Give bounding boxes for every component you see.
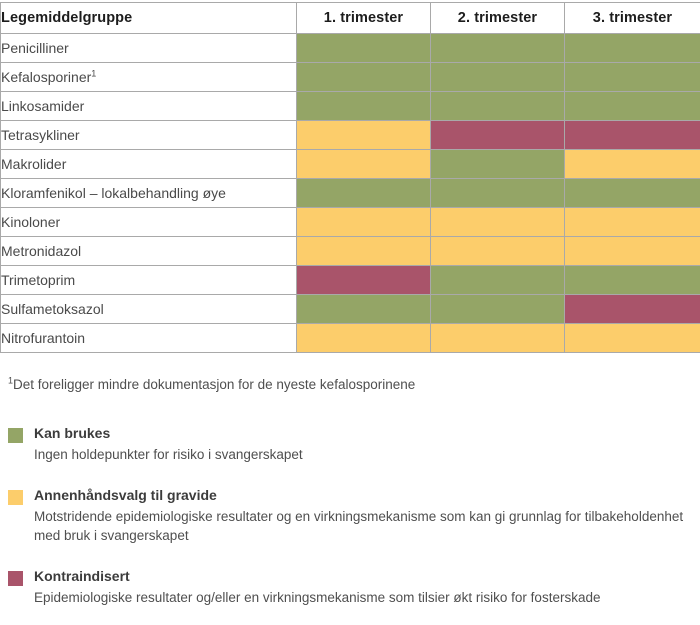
drug-group-label: Metronidazol <box>1 243 81 259</box>
risk-cell-trimester-3 <box>565 34 700 63</box>
table-header <box>1 3 700 34</box>
risk-cell-trimester-3 <box>565 150 700 179</box>
risk-cell-trimester-1 <box>297 295 431 324</box>
drug-group-cell <box>1 150 297 179</box>
table-row <box>1 295 700 324</box>
legend-item-yellow <box>8 486 692 545</box>
drug-group-label: Tetrasykliner <box>1 127 80 143</box>
pregnancy-risk-table <box>0 2 700 353</box>
risk-cell-trimester-2 <box>431 324 565 353</box>
legend-title: Kontraindisert <box>34 567 692 586</box>
table-body <box>1 34 700 353</box>
drug-group-label: Nitrofurantoin <box>1 330 85 346</box>
risk-cell-trimester-3 <box>565 208 700 237</box>
table-row <box>1 324 700 353</box>
drug-group-cell <box>1 295 297 324</box>
drug-group-cell <box>1 121 297 150</box>
drug-group-cell <box>1 63 297 92</box>
risk-cell-trimester-3 <box>565 121 700 150</box>
risk-cell-trimester-3 <box>565 237 700 266</box>
drug-group-label: Makrolider <box>1 156 66 172</box>
table-row <box>1 179 700 208</box>
legend-description: Ingen holdepunkter for risiko i svangerskapet <box>34 445 692 464</box>
pregnancy-risk-table-container <box>0 2 700 353</box>
drug-group-label: Kinoloner <box>1 214 60 230</box>
legend-title: Annenhåndsvalg til gravide <box>34 486 692 505</box>
risk-cell-trimester-1 <box>297 121 431 150</box>
drug-group-label: Kloramfenikol – lokalbehandling øye <box>1 185 226 201</box>
table-row <box>1 34 700 63</box>
risk-cell-trimester-3 <box>565 92 700 121</box>
table-row <box>1 92 700 121</box>
risk-cell-trimester-2 <box>431 63 565 92</box>
drug-group-cell <box>1 179 297 208</box>
table-row <box>1 121 700 150</box>
table-row <box>1 208 700 237</box>
risk-cell-trimester-2 <box>431 179 565 208</box>
legend-item-green <box>8 424 692 464</box>
risk-cell-trimester-2 <box>431 121 565 150</box>
legend-item-red <box>8 567 692 607</box>
risk-cell-trimester-2 <box>431 208 565 237</box>
footnote-text: Det foreligger mindre dokumentasjon for de nyeste kefalosporinene <box>13 377 415 392</box>
risk-cell-trimester-3 <box>565 295 700 324</box>
table-row <box>1 63 700 92</box>
column-header-trimester-2: 2. trimester <box>431 3 565 34</box>
risk-cell-trimester-1 <box>297 63 431 92</box>
drug-group-label: Linkosamider <box>1 98 84 114</box>
table-header-row <box>1 3 700 34</box>
drug-group-cell <box>1 324 297 353</box>
column-header-legemiddelgruppe: Legemiddelgruppe <box>1 3 297 34</box>
legend-swatch-green-icon <box>8 428 23 443</box>
legend-swatch-yellow-icon <box>8 490 23 505</box>
drug-group-label: Sulfametoksazol <box>1 301 104 317</box>
risk-cell-trimester-1 <box>297 92 431 121</box>
table-row <box>1 237 700 266</box>
legend <box>8 424 692 625</box>
column-header-trimester-1: 1. trimester <box>297 3 431 34</box>
risk-cell-trimester-2 <box>431 150 565 179</box>
drug-group-cell <box>1 237 297 266</box>
drug-group-cell <box>1 92 297 121</box>
risk-cell-trimester-3 <box>565 266 700 295</box>
risk-cell-trimester-1 <box>297 34 431 63</box>
risk-cell-trimester-1 <box>297 208 431 237</box>
risk-cell-trimester-3 <box>565 63 700 92</box>
risk-cell-trimester-2 <box>431 266 565 295</box>
risk-cell-trimester-2 <box>431 92 565 121</box>
drug-group-footnote-marker: 1 <box>91 68 96 78</box>
footnote-marker: 1 <box>8 376 13 386</box>
risk-cell-trimester-2 <box>431 34 565 63</box>
risk-cell-trimester-1 <box>297 150 431 179</box>
legend-title: Kan brukes <box>34 424 692 443</box>
column-header-trimester-3: 3. trimester <box>565 3 700 34</box>
risk-cell-trimester-1 <box>297 324 431 353</box>
drug-group-cell <box>1 266 297 295</box>
table-row <box>1 266 700 295</box>
risk-cell-trimester-1 <box>297 237 431 266</box>
drug-group-label: Kefalosporiner <box>1 69 91 85</box>
risk-cell-trimester-1 <box>297 266 431 295</box>
drug-group-cell <box>1 208 297 237</box>
risk-cell-trimester-3 <box>565 179 700 208</box>
risk-cell-trimester-1 <box>297 179 431 208</box>
drug-group-cell <box>1 34 297 63</box>
table-footnote <box>8 377 415 392</box>
risk-cell-trimester-2 <box>431 295 565 324</box>
legend-swatch-red-icon <box>8 571 23 586</box>
legend-description: Epidemiologiske resultater og/eller en virkningsmekanisme som tilsier økt risiko for fosterskade <box>34 588 692 607</box>
risk-cell-trimester-2 <box>431 237 565 266</box>
table-row <box>1 150 700 179</box>
legend-description: Motstridende epidemiologiske resultater og en virkningsmekanisme som kan gi grunnlag for tilbakeholdenhet med bruk i svangerskapet <box>34 507 692 545</box>
drug-group-label: Trimetoprim <box>1 272 75 288</box>
risk-cell-trimester-3 <box>565 324 700 353</box>
drug-group-label: Penicilliner <box>1 40 69 56</box>
